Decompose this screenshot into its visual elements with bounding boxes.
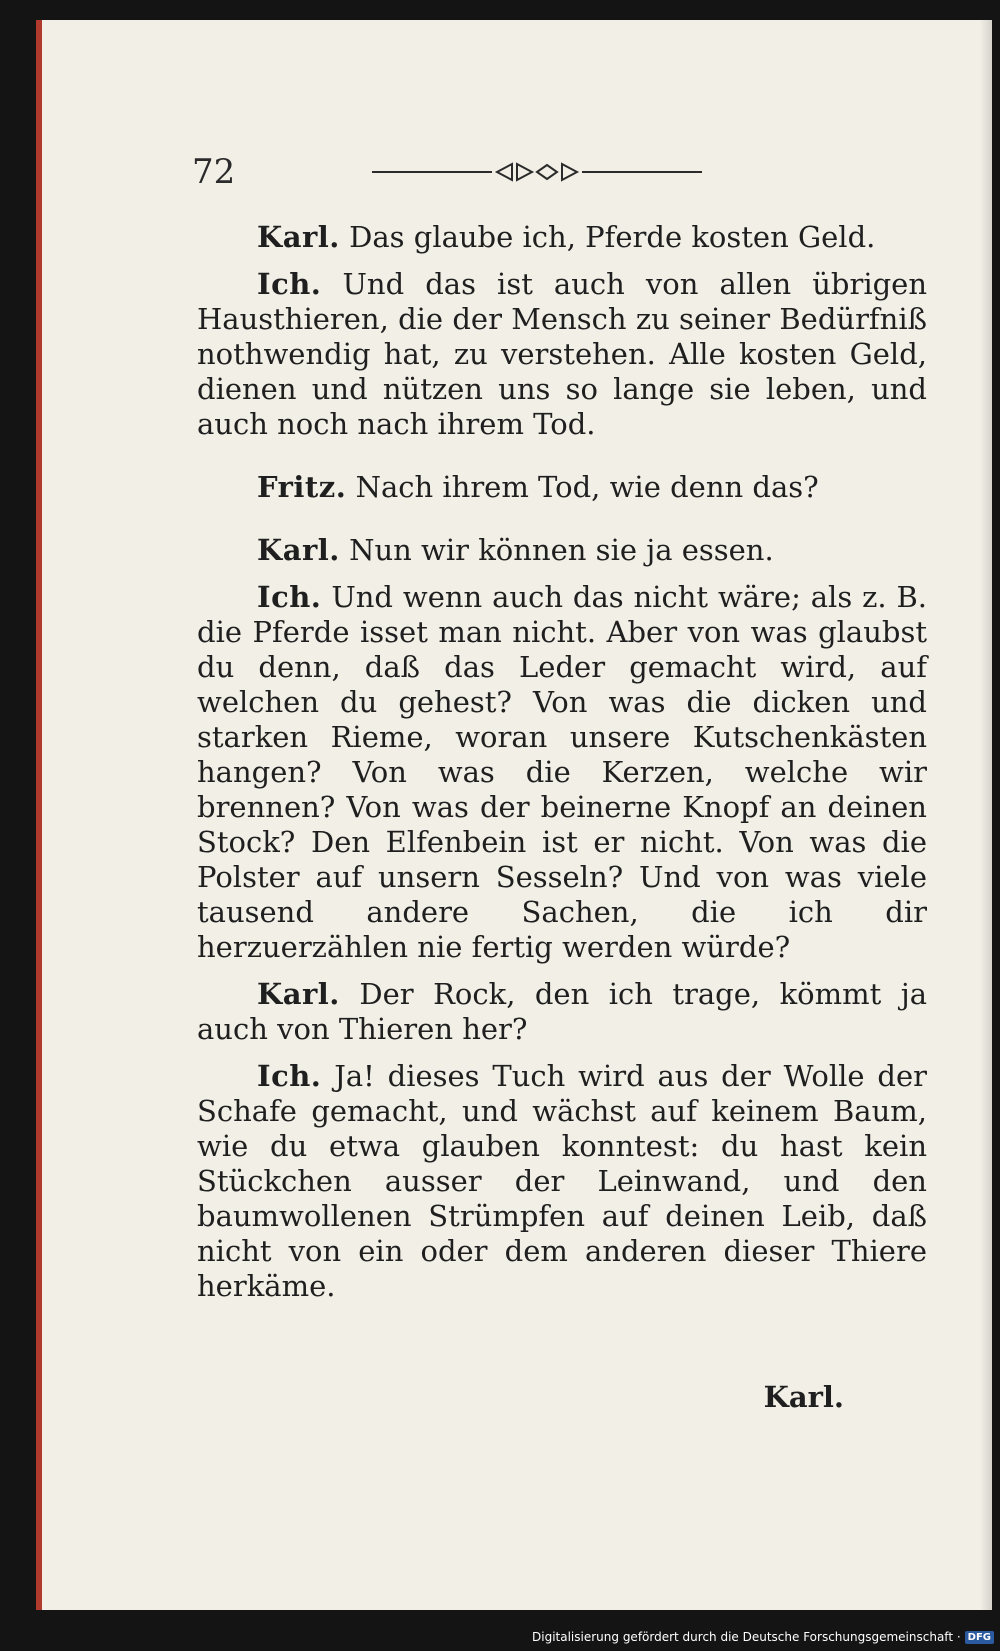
speaker-name: Fritz.	[257, 470, 347, 504]
footer-credit: Digitalisierung gefördert durch die Deutsche Forschungsgemeinschaft ·	[532, 1630, 961, 1644]
paragraph	[197, 470, 927, 505]
paragraph-text: Ja! dieses Tuch wird aus der Wolle der Schafe gemacht, und wächst auf keinem Baum, wie du etwa glauben konntest: du hast kein Stückchen ausser der Leinwand, und den baumwollenen Strümpfen auf deinen Leib, daß nicht von ein oder dem anderen dieser Thiere herkäme.	[197, 1059, 927, 1303]
speaker-name: Ich.	[257, 580, 322, 614]
paragraph-text: Nun wir können sie ja essen.	[349, 533, 774, 567]
paragraph	[197, 220, 927, 255]
speaker-name: Ich.	[257, 1059, 322, 1093]
page-number: 72	[192, 152, 236, 192]
paragraph	[197, 267, 927, 442]
paragraph-text: Und das ist auch von allen übrigen Hausthieren, die der Mensch zu seiner Bedürfniß nothwendig hat, zu verstehen. Alle kosten Geld, dienen und nützen uns so lange sie leben, und auch noch nach ihrem Tod.	[197, 267, 928, 441]
paragraph	[197, 533, 927, 568]
paragraph	[197, 977, 927, 1047]
page-edge-shadow	[980, 20, 992, 1610]
book-page	[36, 20, 992, 1610]
paragraph	[197, 1059, 927, 1304]
speaker-name: Karl.	[257, 220, 340, 254]
paragraph	[197, 580, 927, 965]
speaker-name: Ich.	[257, 267, 322, 301]
page-header	[192, 152, 752, 192]
speaker-name: Karl.	[257, 533, 340, 567]
paragraph-text: Der Rock, den ich trage, kömmt ja auch von Thieren her?	[197, 977, 928, 1046]
speaker-name: Karl.	[257, 977, 340, 1011]
paragraph-text: Nach ihrem Tod, wie denn das?	[355, 470, 819, 504]
catchword: Karl.	[763, 1380, 844, 1414]
dfg-logo: DFG	[965, 1631, 994, 1644]
paragraph-text: Und wenn auch das nicht wäre; als z. B. die Pferde isset man nicht. Aber von was glaubst du denn, daß das Leder gemacht wird, auf welchen du gehest? Von was die dicken und starken Rieme, woran unsere Kutschenkästen hangen? Von was die Kerzen, welche wir brennen? Von was der beinerne Knopf an deinen Stock? Den Elfenbein ist er nicht. Von was die Polster auf unsern Sesseln? Und von was viele tausend andere Sachen, die ich dir herzuerzählen nie fertig werden würde?	[197, 580, 928, 964]
paragraph-text: Das glaube ich, Pferde kosten Geld.	[349, 220, 876, 254]
page-text	[197, 220, 927, 1316]
header-ornament	[372, 160, 702, 184]
digitization-footer	[532, 1629, 994, 1645]
